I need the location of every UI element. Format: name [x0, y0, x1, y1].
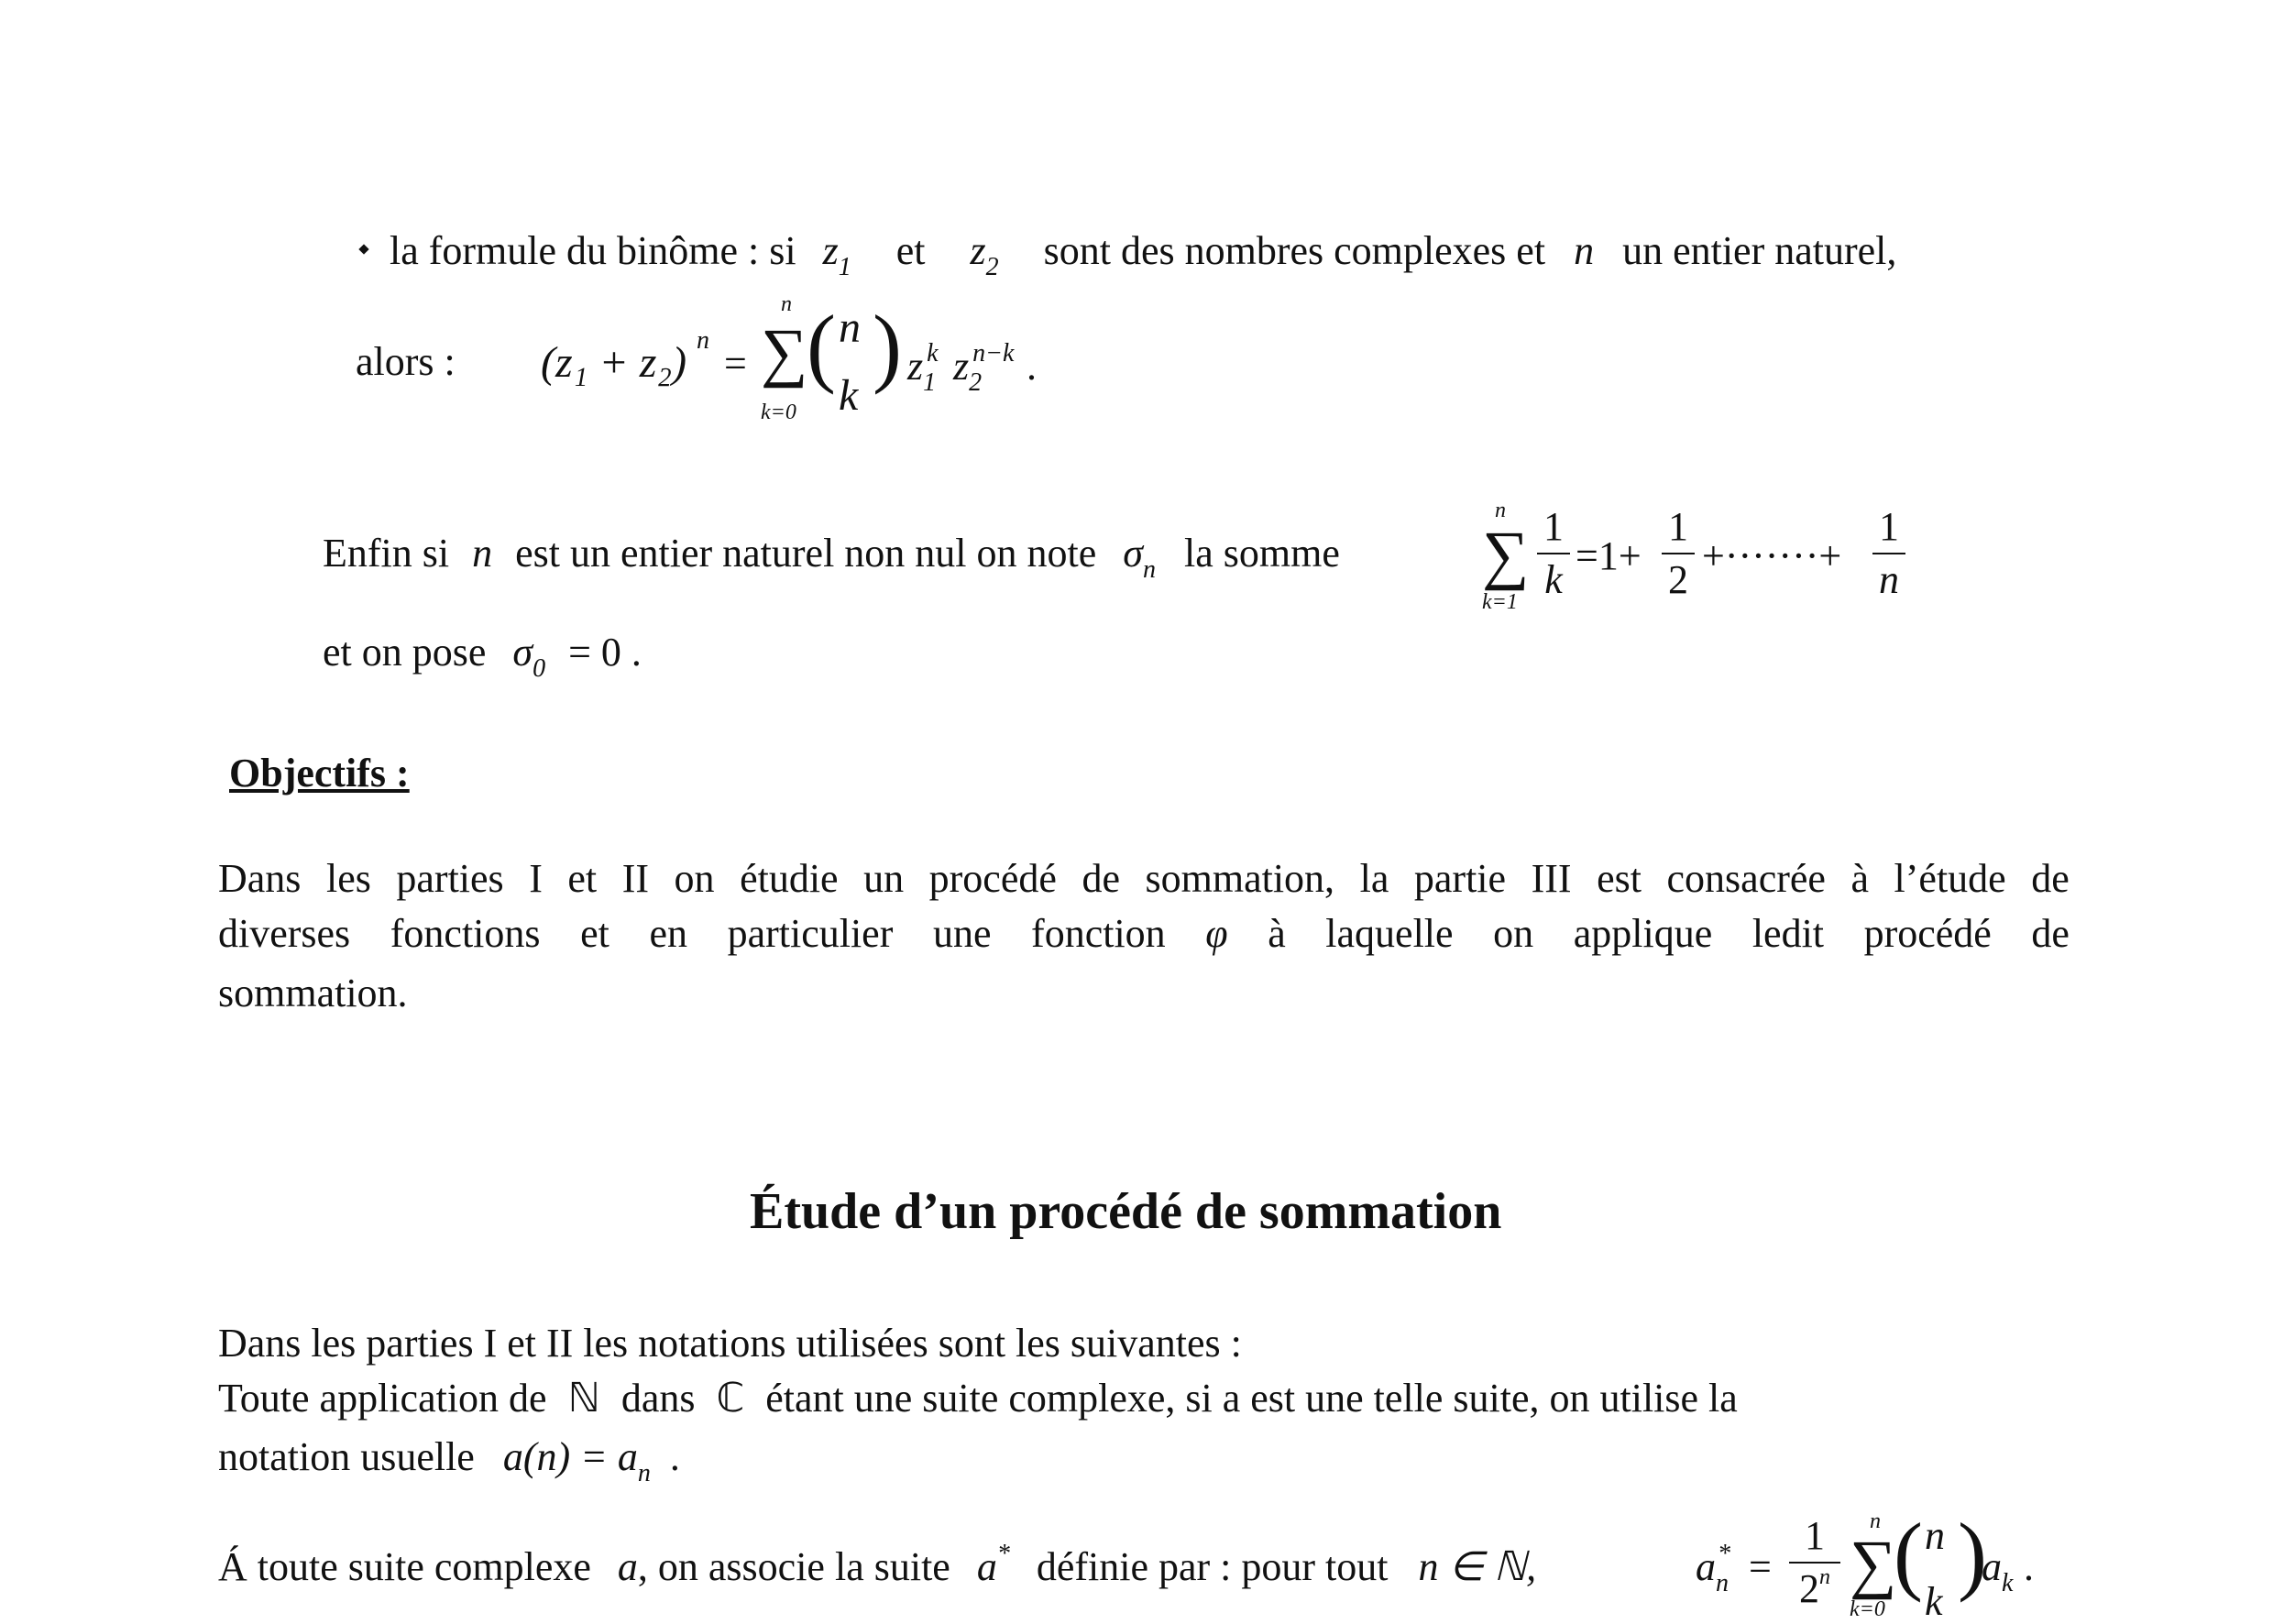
- objectifs-line-2: [218, 911, 2070, 956]
- word: et: [580, 911, 609, 956]
- sigma-n: n: [472, 531, 493, 576]
- word: fonction: [1031, 911, 1166, 956]
- z1-symbol: $z_1$: [822, 228, 851, 281]
- word: les: [325, 856, 371, 901]
- formula-lhs-exp: n: [697, 326, 709, 355]
- frac-1-over-n: 1 n: [1872, 507, 1905, 600]
- complex-symbol: ℂ: [716, 1376, 745, 1421]
- p4-formula: [1696, 1503, 2044, 1624]
- objectifs-line-1: [218, 856, 2070, 901]
- word: parties: [396, 856, 504, 901]
- p4-text-c: définie par : pour tout: [1036, 1544, 1389, 1589]
- p4-sum-bottom: k=0: [1850, 1597, 1885, 1621]
- p4-binom-left-paren: (: [1894, 1505, 1923, 1603]
- binom-left-paren: (: [807, 297, 836, 395]
- word: une: [932, 911, 992, 956]
- word: de: [2031, 856, 2070, 901]
- binome-formula: [541, 293, 1054, 431]
- word: applique: [1573, 911, 1713, 956]
- word: de: [1082, 856, 1120, 901]
- binom-top: n: [839, 303, 861, 352]
- objectifs-line-3: sommation.: [218, 971, 408, 1015]
- formula-lhs: (z₁ + z₂): [541, 338, 687, 387]
- sigma-text-c: la somme: [1184, 531, 1340, 576]
- sum-sigma-icon: ∑: [761, 315, 808, 389]
- binom-bottom: k: [839, 371, 859, 420]
- p2-text-a: Toute application de: [218, 1376, 547, 1421]
- word: un: [863, 856, 905, 901]
- sigma-sum-bottom: k=1: [1482, 590, 1518, 614]
- word: III: [1531, 856, 1572, 901]
- frac-1-over-2n: 1 2$^n$: [1789, 1516, 1840, 1609]
- sigma-sum-formula: [1471, 499, 1948, 619]
- word: laquelle: [1325, 911, 1454, 956]
- section-p1: Dans les parties I et II les notations utilisées sont les suivantes :: [218, 1321, 1242, 1366]
- p4-binom-bottom: k: [1925, 1579, 1943, 1624]
- eq-one-plus: =1+: [1576, 533, 1642, 578]
- section-p2: [218, 1378, 1738, 1419]
- sigma-def-line-1: [323, 531, 1340, 584]
- sigma-text-b: est un entier naturel non nul on note: [515, 531, 1097, 576]
- formula-period: .: [1027, 344, 1037, 389]
- n-symbol: n: [1574, 228, 1595, 273]
- naturals-symbol: ℕ: [567, 1376, 600, 1421]
- section-title: Étude d’un procédé de sommation: [750, 1183, 1502, 1240]
- word: consacrée: [1666, 856, 1826, 901]
- word: fonctions: [390, 911, 541, 956]
- word: ledit: [1751, 911, 1825, 956]
- word: étudie: [740, 856, 839, 901]
- binome-text-c: un entier naturel,: [1622, 228, 1897, 273]
- sigma-def-line-2: [323, 630, 642, 683]
- word: sommation,: [1145, 856, 1335, 901]
- sum-top: n: [781, 292, 792, 316]
- p4-sum-top: n: [1870, 1509, 1881, 1533]
- p4-sum-icon: ∑: [1850, 1527, 1897, 1600]
- sigma-0-symbol: $\sigma_0$: [512, 630, 546, 683]
- word: la: [1359, 856, 1389, 901]
- p4-eq: =: [1749, 1544, 1772, 1589]
- objectifs-title: Objectifs :: [229, 751, 410, 796]
- word: l’étude: [1894, 856, 2006, 901]
- word: partie: [1413, 856, 1507, 901]
- sigma-sum-icon: ∑: [1482, 518, 1530, 591]
- word: et: [567, 856, 598, 901]
- word: procédé: [1863, 911, 1992, 956]
- sigma-n-symbol: $\sigma_n$: [1123, 531, 1156, 584]
- p2-text-c: étant une suite complexe, si a est une telle suite, on utilise la: [765, 1376, 1738, 1421]
- p3-text-a: notation usuelle: [218, 1434, 475, 1479]
- p4-a: a: [617, 1544, 638, 1589]
- frac-1-over-2: 1 2: [1662, 507, 1695, 600]
- p4-ak: $a_k$: [1982, 1544, 2014, 1597]
- word: à: [1268, 911, 1286, 956]
- word: I: [529, 856, 543, 901]
- z2-symbol: $z_2$: [970, 228, 999, 281]
- p4-end: .: [2024, 1544, 2034, 1589]
- word: on: [674, 856, 715, 901]
- frac-1-over-k: 1 k: [1537, 507, 1570, 600]
- an-star: $a_n^*$: [1696, 1540, 1730, 1597]
- sigma-line2-a: et on pose: [323, 630, 487, 675]
- word: on: [1493, 911, 1534, 956]
- sigma-sum-top: n: [1495, 499, 1506, 522]
- p4-text-a: Á toute suite complexe: [218, 1544, 591, 1589]
- sigma-line2-b: = 0 .: [568, 630, 642, 675]
- term-z1: $z_1^k$: [907, 339, 939, 397]
- word: procédé: [928, 856, 1057, 901]
- binom-right-paren: ): [873, 297, 902, 395]
- p4-a-star: a*: [976, 1540, 1010, 1589]
- p3-end: .: [669, 1434, 680, 1479]
- word: particulier: [727, 911, 894, 956]
- p4-n-in-N: n ∈ ℕ,: [1418, 1544, 1537, 1589]
- sigma-text-a: Enfin si: [323, 531, 450, 576]
- word: φ: [1205, 911, 1228, 956]
- word: Dans: [218, 856, 302, 901]
- binome-text-a: la formule du binôme : si: [390, 228, 796, 273]
- binome-line-1: [390, 228, 1897, 281]
- word: à: [1850, 856, 1869, 901]
- p4-text-b: , on associe la suite: [637, 1544, 950, 1589]
- section-p3: [218, 1434, 680, 1487]
- p2-text-b: dans: [620, 1376, 696, 1421]
- bullet-icon: [358, 244, 368, 254]
- word: est: [1597, 856, 1642, 901]
- formula-equals: =: [724, 341, 747, 386]
- p4-binom-top: n: [1925, 1513, 1945, 1558]
- binome-text-b: sont des nombres complexes et: [1043, 228, 1546, 273]
- binome-et: et: [895, 228, 926, 273]
- section-p4: [218, 1540, 1537, 1589]
- sum-dots: +·······+: [1702, 533, 1842, 578]
- sum-bottom: k=0: [761, 401, 796, 424]
- term-z2: $z_2^{n-k}$: [953, 339, 1015, 397]
- word: de: [2031, 911, 2070, 956]
- word: II: [621, 856, 650, 901]
- p4-binom-right-paren: ): [1958, 1505, 1987, 1603]
- word: en: [649, 911, 687, 956]
- p3-formula: $a(n) = a_n$: [502, 1434, 651, 1487]
- binome-alors: alors :: [356, 339, 456, 384]
- word: diverses: [218, 911, 351, 956]
